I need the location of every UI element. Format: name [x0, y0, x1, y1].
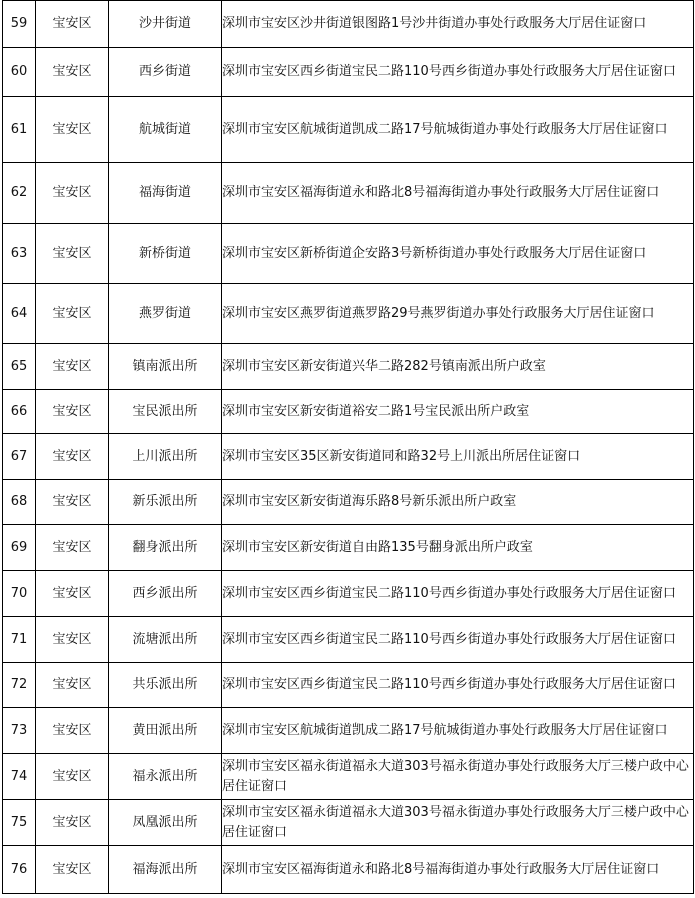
address-cell: 深圳市宝安区福永街道福永大道303号福永街道办事处行政服务大厅三楼户政中心居住证窗口	[222, 754, 694, 800]
address-cell: 深圳市宝安区新安街道兴华二路282号镇南派出所户政室	[222, 344, 694, 390]
unit-cell: 流塘派出所	[109, 617, 222, 663]
district-cell: 宝安区	[36, 284, 109, 344]
address-cell: 深圳市宝安区福永街道福永大道303号福永街道办事处行政服务大厅三楼户政中心居住证窗口	[222, 800, 694, 846]
district-cell: 宝安区	[36, 846, 109, 894]
unit-cell: 福永派出所	[109, 754, 222, 800]
unit-cell: 燕罗街道	[109, 284, 222, 344]
table-row	[3, 846, 694, 894]
table-row	[3, 617, 694, 663]
table-row	[3, 284, 694, 344]
district-cell: 宝安区	[36, 97, 109, 163]
row-number: 68	[3, 480, 36, 525]
table-row	[3, 754, 694, 800]
district-cell: 宝安区	[36, 344, 109, 390]
table-row	[3, 800, 694, 846]
address-cell: 深圳市宝安区新桥街道企安路3号新桥街道办事处行政服务大厅居住证窗口	[222, 224, 694, 284]
district-cell: 宝安区	[36, 708, 109, 754]
row-number: 62	[3, 163, 36, 224]
address-cell: 深圳市宝安区西乡街道宝民二路110号西乡街道办事处行政服务大厅居住证窗口	[222, 617, 694, 663]
table-row	[3, 708, 694, 754]
row-number: 69	[3, 525, 36, 571]
address-cell: 深圳市宝安区西乡街道宝民二路110号西乡街道办事处行政服务大厅居住证窗口	[222, 663, 694, 708]
unit-cell: 福海派出所	[109, 846, 222, 894]
district-cell: 宝安区	[36, 525, 109, 571]
table-row	[3, 525, 694, 571]
district-cell: 宝安区	[36, 48, 109, 97]
service-window-table	[2, 0, 694, 894]
table-row	[3, 663, 694, 708]
district-cell: 宝安区	[36, 571, 109, 617]
table-row	[3, 344, 694, 390]
unit-cell: 航城街道	[109, 97, 222, 163]
district-cell: 宝安区	[36, 163, 109, 224]
table-row	[3, 390, 694, 434]
district-cell: 宝安区	[36, 434, 109, 480]
table-row	[3, 1, 694, 48]
row-number: 75	[3, 800, 36, 846]
row-number: 59	[3, 1, 36, 48]
unit-cell: 黄田派出所	[109, 708, 222, 754]
address-cell: 深圳市宝安区新安街道裕安二路1号宝民派出所户政室	[222, 390, 694, 434]
district-cell: 宝安区	[36, 754, 109, 800]
district-cell: 宝安区	[36, 663, 109, 708]
row-number: 74	[3, 754, 36, 800]
row-number: 73	[3, 708, 36, 754]
row-number: 71	[3, 617, 36, 663]
table-row	[3, 48, 694, 97]
district-cell: 宝安区	[36, 617, 109, 663]
address-cell: 深圳市宝安区燕罗街道燕罗路29号燕罗街道办事处行政服务大厅居住证窗口	[222, 284, 694, 344]
address-cell: 深圳市宝安区新安街道自由路135号翻身派出所户政室	[222, 525, 694, 571]
unit-cell: 西乡街道	[109, 48, 222, 97]
row-number: 64	[3, 284, 36, 344]
unit-cell: 凤凰派出所	[109, 800, 222, 846]
district-cell: 宝安区	[36, 224, 109, 284]
address-cell: 深圳市宝安区新安街道海乐路8号新乐派出所户政室	[222, 480, 694, 525]
address-cell: 深圳市宝安区福海街道永和路北8号福海街道办事处行政服务大厅居住证窗口	[222, 846, 694, 894]
address-cell: 深圳市宝安区航城街道凯成二路17号航城街道办事处行政服务大厅居住证窗口	[222, 708, 694, 754]
unit-cell: 新乐派出所	[109, 480, 222, 525]
table-row	[3, 434, 694, 480]
row-number: 76	[3, 846, 36, 894]
address-cell: 深圳市宝安区西乡街道宝民二路110号西乡街道办事处行政服务大厅居住证窗口	[222, 571, 694, 617]
row-number: 72	[3, 663, 36, 708]
table-row	[3, 97, 694, 163]
district-cell: 宝安区	[36, 800, 109, 846]
address-cell: 深圳市宝安区西乡街道宝民二路110号西乡街道办事处行政服务大厅居住证窗口	[222, 48, 694, 97]
row-number: 60	[3, 48, 36, 97]
row-number: 67	[3, 434, 36, 480]
unit-cell: 镇南派出所	[109, 344, 222, 390]
unit-cell: 翻身派出所	[109, 525, 222, 571]
unit-cell: 西乡派出所	[109, 571, 222, 617]
row-number: 70	[3, 571, 36, 617]
district-cell: 宝安区	[36, 1, 109, 48]
address-cell: 深圳市宝安区沙井街道银图路1号沙井街道办事处行政服务大厅居住证窗口	[222, 1, 694, 48]
row-number: 65	[3, 344, 36, 390]
table-row	[3, 163, 694, 224]
unit-cell: 宝民派出所	[109, 390, 222, 434]
address-cell: 深圳市宝安区航城街道凯成二路17号航城街道办事处行政服务大厅居住证窗口	[222, 97, 694, 163]
table-row	[3, 224, 694, 284]
unit-cell: 共乐派出所	[109, 663, 222, 708]
row-number: 61	[3, 97, 36, 163]
table-row	[3, 480, 694, 525]
address-cell: 深圳市宝安区35区新安街道同和路32号上川派出所居住证窗口	[222, 434, 694, 480]
table-row	[3, 571, 694, 617]
district-cell: 宝安区	[36, 480, 109, 525]
unit-cell: 上川派出所	[109, 434, 222, 480]
address-cell: 深圳市宝安区福海街道永和路北8号福海街道办事处行政服务大厅居住证窗口	[222, 163, 694, 224]
row-number: 66	[3, 390, 36, 434]
district-cell: 宝安区	[36, 390, 109, 434]
unit-cell: 沙井街道	[109, 1, 222, 48]
row-number: 63	[3, 224, 36, 284]
unit-cell: 福海街道	[109, 163, 222, 224]
unit-cell: 新桥街道	[109, 224, 222, 284]
